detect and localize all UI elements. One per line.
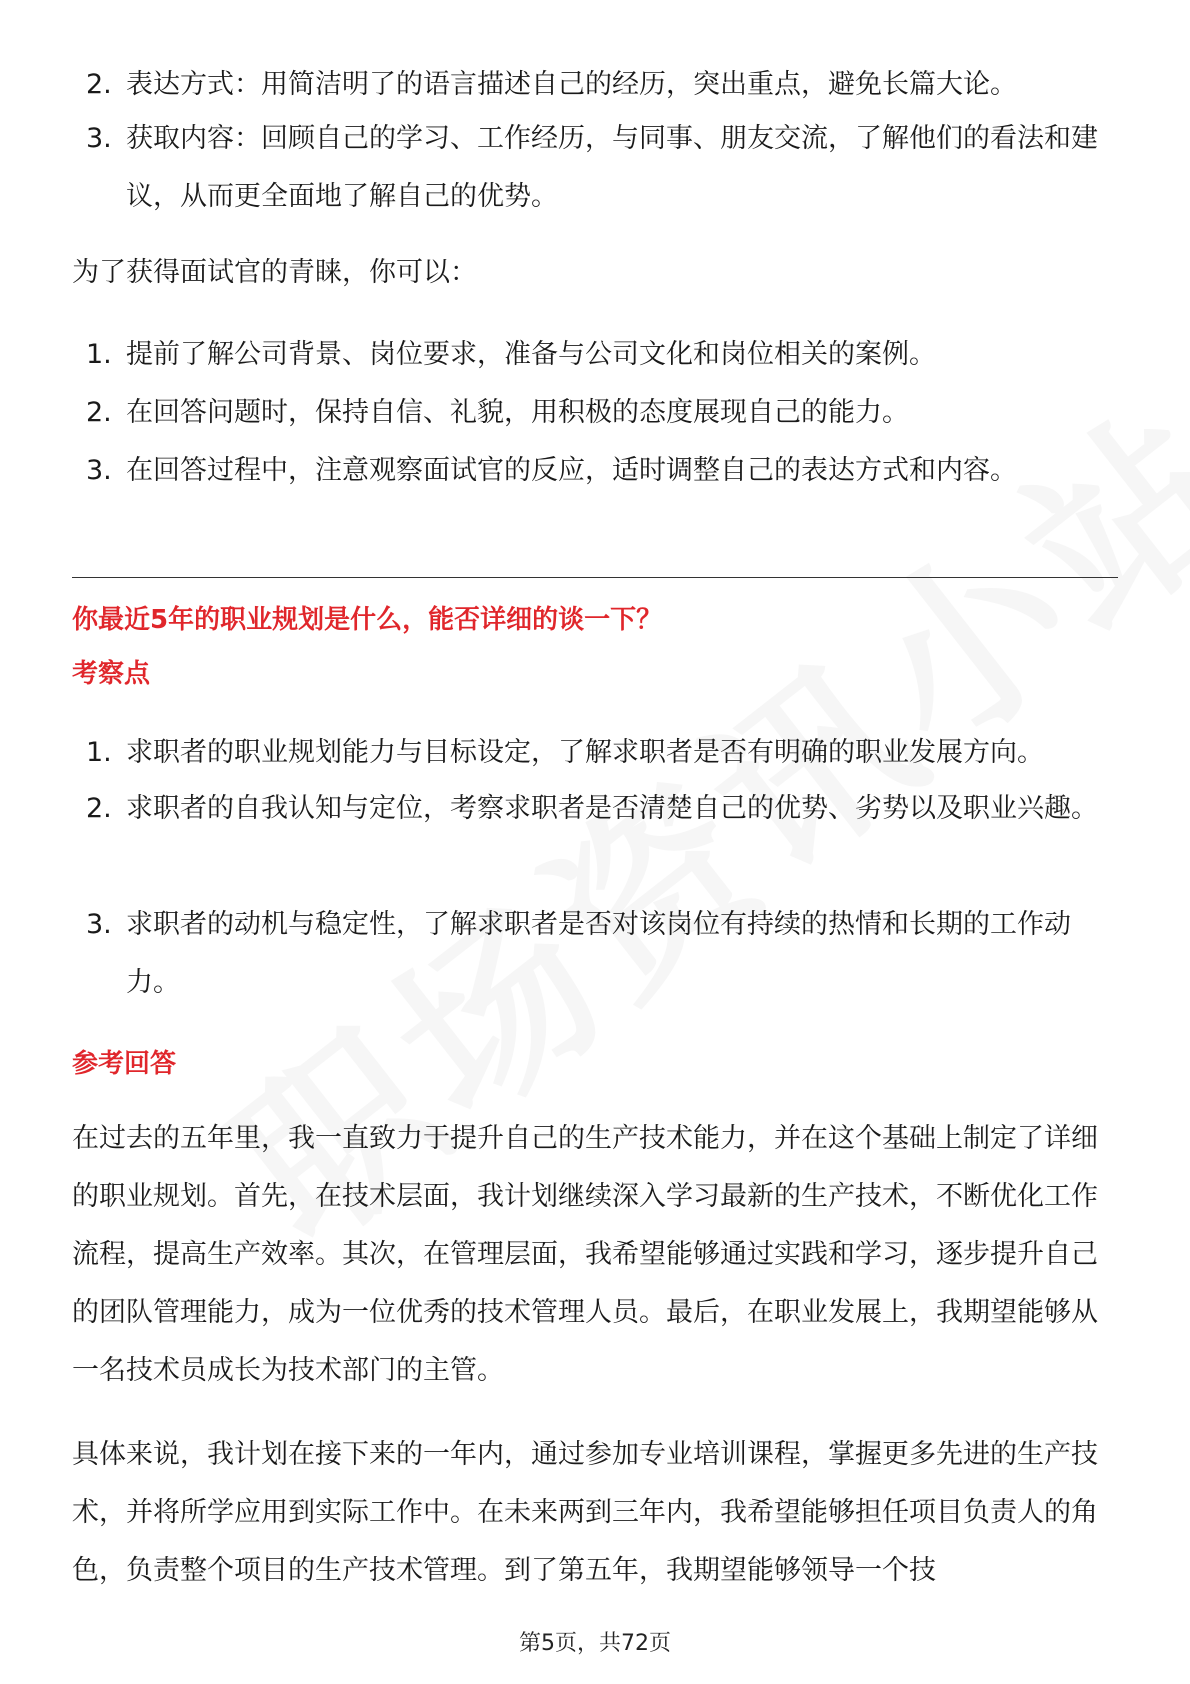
list-item bbox=[86, 110, 1116, 226]
list-item bbox=[86, 442, 1116, 500]
list-item bbox=[86, 56, 1116, 114]
list-item bbox=[86, 724, 1116, 782]
list-item-number: 3. bbox=[86, 123, 112, 154]
list-item-text: 在回答过程中，注意观察面试官的反应，适时调整自己的表达方式和内容。 bbox=[126, 455, 1017, 486]
list-item-number: 2. bbox=[86, 793, 112, 824]
kaochadian-heading: 考察点 bbox=[72, 659, 151, 689]
page-number-footer: 第5页，共72页 bbox=[519, 1631, 671, 1656]
answer-paragraph: 在过去的五年里，我一直致力于提升自己的生产技术能力，并在这个基础上制定了详细的职业规划。首先，在技术层面，我计划继续深入学习最新的生产技术，不断优化工作流程，提高生产效率。其次，在管理层面，我希望能够通过实践和学习，逐步提升自己的团队管理能力，成为一位优秀的技术管理人员。最后，在职业发展上，我期望能够从一名技术员成长为技术部门的主管。 bbox=[72, 1123, 1098, 1386]
list-item-text: 提前了解公司背景、岗位要求，准备与公司文化和岗位相关的案例。 bbox=[126, 339, 936, 370]
list-item-text: 表达方式：用简洁明了的语言描述自己的经历，突出重点，避免长篇大论。 bbox=[126, 69, 1017, 100]
list-item-text: 在回答问题时，保持自信、礼貌，用积极的态度展现自己的能力。 bbox=[126, 397, 909, 428]
intro-text: 为了获得面试官的青睐，你可以： bbox=[72, 257, 477, 288]
list-item-text: 求职者的自我认知与定位，考察求职者是否清楚自己的优势、劣势以及职业兴趣。 bbox=[126, 793, 1098, 824]
list-item-text: 求职者的职业规划能力与目标设定，了解求职者是否有明确的职业发展方向。 bbox=[126, 737, 1044, 768]
list-item-number: 3. bbox=[86, 455, 112, 486]
section-divider bbox=[72, 577, 1118, 578]
list-item bbox=[86, 384, 1116, 442]
list-item-text: 求职者的动机与稳定性，了解求职者是否对该岗位有持续的热情和长期的工作动力。 bbox=[126, 909, 1071, 998]
answer-paragraph: 具体来说，我计划在接下来的一年内，通过参加专业培训课程，掌握更多先进的生产技术，并将所学应用到实际工作中。在未来两到三年内，我希望能够担任项目负责人的角色，负责整个项目的生产技术管理。到了第五年，我期望能够领导一个技 bbox=[72, 1439, 1098, 1586]
list-item-text: 获取内容：回顾自己的学习、工作经历，与同事、朋友交流，了解他们的看法和建议，从而更全面地了解自己的优势。 bbox=[126, 123, 1098, 212]
list-item-number: 1. bbox=[86, 737, 112, 768]
list-item bbox=[86, 326, 1116, 384]
answer-heading: 参考回答 bbox=[72, 1049, 177, 1079]
list-item-number: 3. bbox=[86, 909, 112, 940]
list-item-number: 2. bbox=[86, 69, 112, 100]
question-heading: 你最近5年的职业规划是什么，能否详细的谈一下？ bbox=[72, 605, 663, 635]
list-item bbox=[86, 780, 1116, 838]
list-item-number: 1. bbox=[86, 339, 112, 370]
list-item bbox=[86, 896, 1116, 1012]
list-item-number: 2. bbox=[86, 397, 112, 428]
